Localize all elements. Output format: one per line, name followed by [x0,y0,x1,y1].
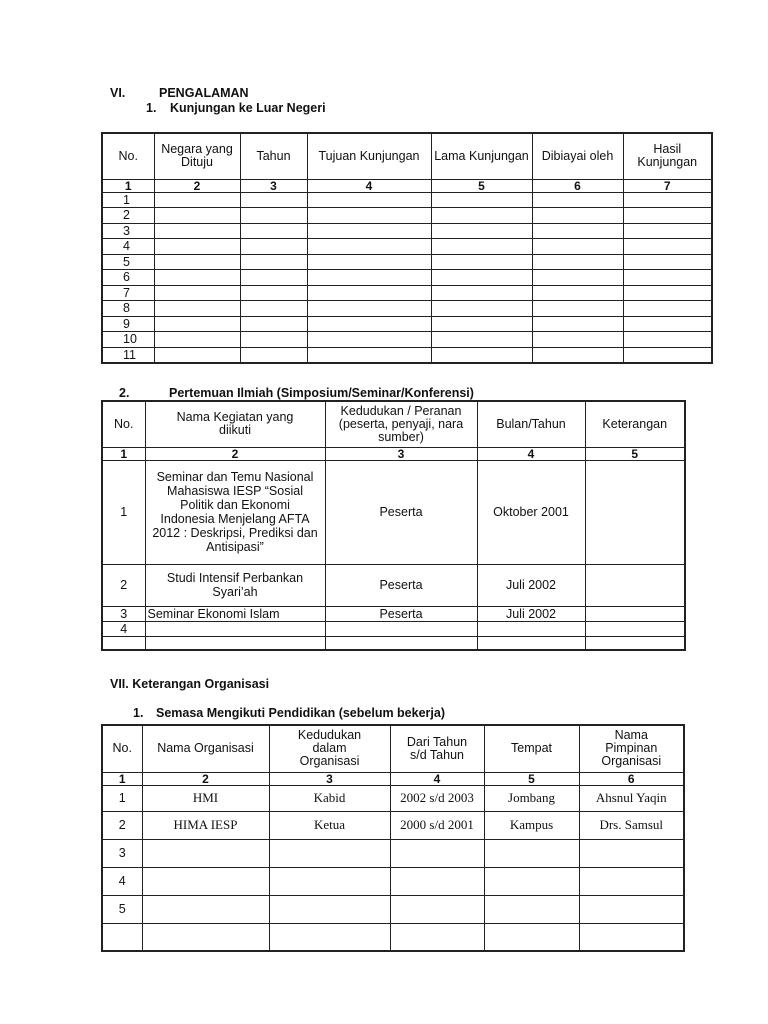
row-number: 4 [102,621,145,636]
subsection-2-heading [119,386,474,400]
position [269,895,390,923]
header-cell: Negara yang Dituju [154,133,240,179]
index-cell: 3 [269,772,390,785]
header-cell: No. [102,133,154,179]
table-row [102,332,712,348]
row-number: 2 [102,811,142,839]
leader-name [579,923,684,951]
row-number [102,636,145,650]
column-index-row [102,447,685,460]
index-cell: 3 [325,447,477,460]
table-header-row [102,133,712,179]
table-row [102,811,684,839]
table-row [102,564,685,606]
role [325,636,477,650]
remarks [585,564,685,606]
year-range [390,867,484,895]
place: Jombang [484,785,579,811]
activity-name [145,621,325,636]
position: Kabid [269,785,390,811]
row-number: 9 [102,316,154,332]
year-range: 2002 s/d 2003 [390,785,484,811]
table-row [102,923,684,951]
place [484,867,579,895]
table-row [102,223,712,239]
header-cell: Lama Kunjungan [431,133,532,179]
header-cell: Dibiayai oleh [532,133,623,179]
table-row [102,208,712,224]
table-row [102,785,684,811]
header-cell: Keterangan [585,401,685,447]
leader-name: Ahsnul Yaqin [579,785,684,811]
position: Ketua [269,811,390,839]
table-row [102,254,712,270]
remarks [585,606,685,621]
index-cell: 1 [102,179,154,192]
subsection-7-1-title: Semasa Mengikuti Pendidikan (sebelum bekerja) [156,706,445,720]
remarks [585,621,685,636]
subsection-2-number: 2. [119,386,130,400]
header-cell: Kedudukan / Peranan (peserta, penyaji, nara sumber) [325,401,477,447]
row-number: 11 [102,347,154,363]
row-number: 2 [102,564,145,606]
organization-name: HIMA IESP [142,811,269,839]
leader-name [579,867,684,895]
table-row [102,301,712,317]
month-year: Oktober 2001 [477,460,585,564]
index-cell: 3 [240,179,307,192]
index-cell: 7 [623,179,712,192]
column-index-row [102,772,684,785]
row-number: 3 [102,606,145,621]
role [325,621,477,636]
subsection-7-1-number: 1. [133,706,144,720]
organization-name [142,923,269,951]
table-row [102,347,712,363]
index-cell: 4 [390,772,484,785]
header-cell: Kedudukan dalam Organisasi [269,725,390,772]
index-cell: 6 [579,772,684,785]
row-number: 1 [102,460,145,564]
section-6-title: PENGALAMAN [159,86,249,100]
table-header-row [102,725,684,772]
table-row [102,621,685,636]
section-6-roman: VI. [110,86,126,100]
month-year: Juli 2002 [477,564,585,606]
organization-name [142,867,269,895]
row-number: 4 [102,239,154,255]
header-cell: No. [102,401,145,447]
activity-name: Seminar Ekonomi Islam [145,606,325,621]
index-cell: 1 [102,447,145,460]
column-index-row [102,179,712,192]
header-cell: Tahun [240,133,307,179]
table-row [102,285,712,301]
row-number: 3 [102,223,154,239]
table-row [102,606,685,621]
header-cell: Hasil Kunjungan [623,133,712,179]
month-year: Juli 2002 [477,606,585,621]
year-range [390,895,484,923]
position [269,923,390,951]
header-cell: Nama Pimpinan Organisasi [579,725,684,772]
foreign-visits-table [101,132,713,364]
table-row [102,895,684,923]
index-cell: 2 [145,447,325,460]
header-cell: No. [102,725,142,772]
organization-name [142,895,269,923]
role: Peserta [325,460,477,564]
row-number: 1 [102,785,142,811]
position [269,867,390,895]
table-row [102,460,685,564]
index-cell: 6 [532,179,623,192]
header-cell: Nama Organisasi [142,725,269,772]
section-7-heading: VII. Keterangan Organisasi [110,677,270,691]
header-cell: Bulan/Tahun [477,401,585,447]
organization-name [142,839,269,867]
row-number: 3 [102,839,142,867]
leader-name: Drs. Samsul [579,811,684,839]
year-range: 2000 s/d 2001 [390,811,484,839]
header-cell: Tempat [484,725,579,772]
leader-name [579,839,684,867]
activity-name: Studi Intensif Perbankan Syari’ah [145,564,325,606]
year-range [390,839,484,867]
subsection-1-heading [146,101,326,115]
table-row [102,316,712,332]
row-number: 5 [102,895,142,923]
row-number: 1 [102,192,154,208]
leader-name [579,895,684,923]
subsection-7-1-heading [133,706,445,720]
activity-name [145,636,325,650]
role: Peserta [325,564,477,606]
month-year [477,636,585,650]
place: Kampus [484,811,579,839]
row-number [102,923,142,951]
header-cell: Nama Kegiatan yang diikuti [145,401,325,447]
organization-table [101,724,685,952]
index-cell: 4 [477,447,585,460]
table-row [102,192,712,208]
row-number: 10 [102,332,154,348]
month-year [477,621,585,636]
row-number: 7 [102,285,154,301]
table-row [102,636,685,650]
index-cell: 4 [307,179,431,192]
remarks [585,460,685,564]
subsection-2-title: Pertemuan Ilmiah (Simposium/Seminar/Konferensi) [169,386,474,400]
activity-name: Seminar dan Temu Nasional Mahasiswa IESP “Sosial Politik dan Ekonomi Indonesia Menjelang AFTA 2012 : Deskripsi, Prediksi dan Antisipasi” [145,460,325,564]
place [484,839,579,867]
place [484,895,579,923]
table-row [102,239,712,255]
place [484,923,579,951]
index-cell: 2 [154,179,240,192]
position [269,839,390,867]
scientific-meetings-table [101,400,686,651]
index-cell: 5 [431,179,532,192]
subsection-1-title: Kunjungan ke Luar Negeri [170,101,326,115]
organization-name: HMI [142,785,269,811]
subsection-1-number: 1. [146,101,157,115]
row-number: 5 [102,254,154,270]
header-cell: Dari Tahun s/d Tahun [390,725,484,772]
table-row [102,839,684,867]
index-cell: 1 [102,772,142,785]
row-number: 4 [102,867,142,895]
remarks [585,636,685,650]
header-cell: Tujuan Kunjungan [307,133,431,179]
year-range [390,923,484,951]
index-cell: 5 [484,772,579,785]
role: Peserta [325,606,477,621]
table-row [102,867,684,895]
table-row [102,270,712,286]
table-header-row [102,401,685,447]
row-number: 6 [102,270,154,286]
index-cell: 2 [142,772,269,785]
index-cell: 5 [585,447,685,460]
section-6-heading [110,86,249,100]
row-number: 2 [102,208,154,224]
row-number: 8 [102,301,154,317]
